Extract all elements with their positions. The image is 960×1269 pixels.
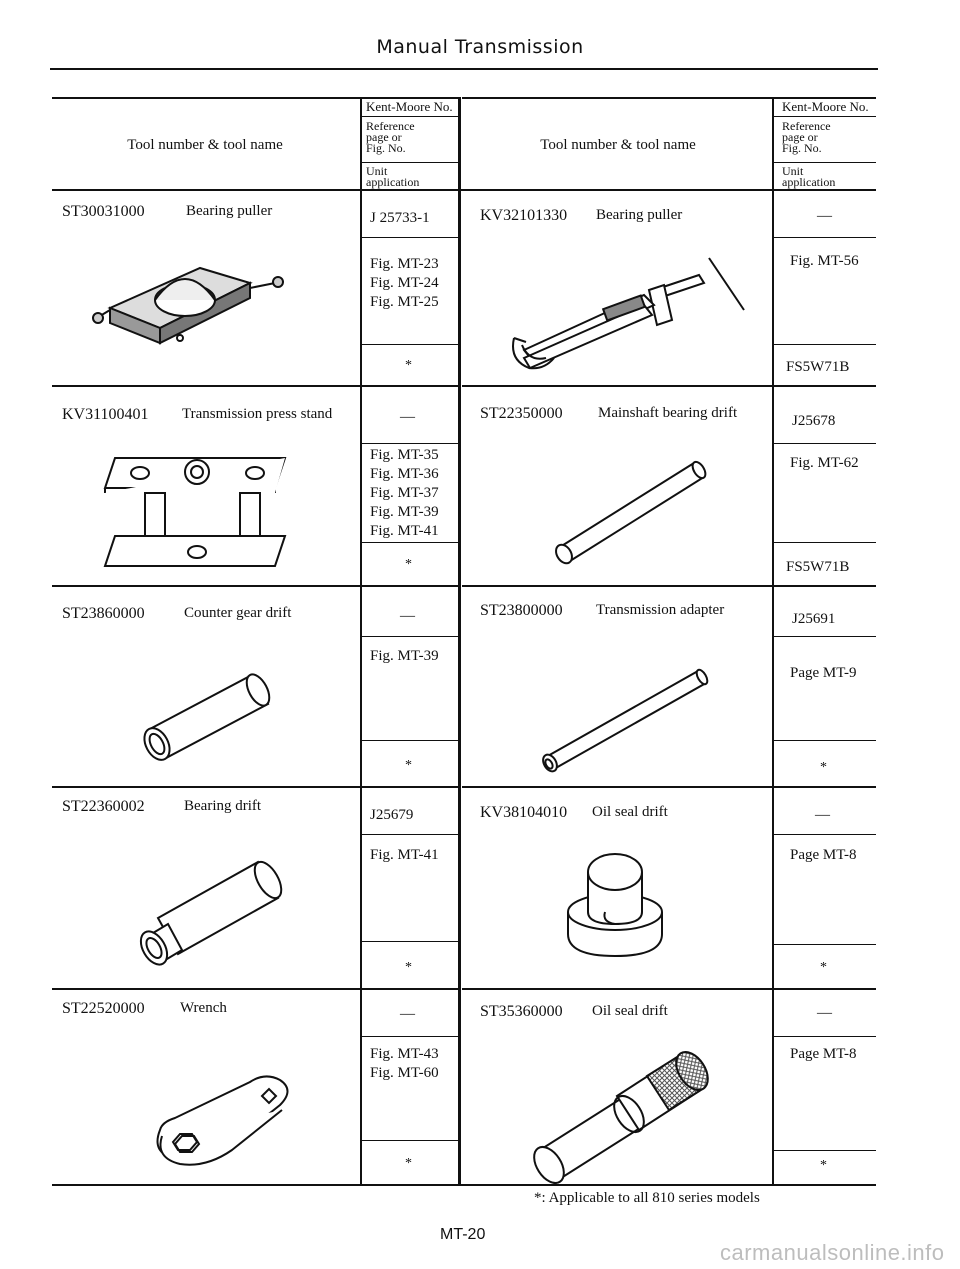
right-kent-column-divider bbox=[772, 97, 774, 1185]
ref-list bbox=[790, 454, 859, 473]
header-ref-line: Fig. No. bbox=[366, 141, 406, 155]
cell-rule bbox=[774, 834, 876, 835]
tool-name: Wrench bbox=[180, 1000, 227, 1016]
ref-list bbox=[790, 252, 859, 271]
header-ref-line: Reference bbox=[366, 119, 415, 133]
header-unit-line: application bbox=[366, 175, 420, 189]
header-unit-right bbox=[782, 166, 835, 188]
ref-item: Page MT-8 bbox=[790, 847, 857, 863]
mainshaft-drift-icon bbox=[552, 455, 712, 565]
ref-item: Fig. MT-60 bbox=[370, 1065, 439, 1081]
header-ref-right bbox=[782, 121, 831, 154]
cell-rule bbox=[774, 944, 876, 945]
cell-rule bbox=[362, 941, 458, 942]
bearing-drift-icon bbox=[138, 858, 288, 973]
tool-number: ST35360000 bbox=[480, 1003, 563, 1020]
header-ref-line: Reference bbox=[782, 119, 831, 133]
kent-moore-no: J25691 bbox=[792, 611, 836, 627]
tool-name: Transmission press stand bbox=[182, 406, 333, 422]
bearing-puller-screw-icon bbox=[504, 250, 744, 372]
tool-name: Mainshaft bearing drift bbox=[598, 405, 738, 421]
ref-item: Fig. MT-23 bbox=[370, 256, 439, 272]
row-separator bbox=[52, 385, 460, 387]
cell-rule bbox=[774, 636, 876, 637]
unit-application: * bbox=[405, 557, 412, 572]
row-separator bbox=[462, 385, 876, 387]
page-number: MT-20 bbox=[440, 1226, 486, 1243]
center-divider bbox=[458, 97, 461, 1185]
header-tool-right: Tool number & tool name bbox=[540, 137, 696, 153]
tool-number: ST22520000 bbox=[62, 1000, 145, 1017]
ref-item: Fig. MT-43 bbox=[370, 1046, 439, 1062]
cell-rule bbox=[774, 237, 876, 238]
ref-item: Fig. MT-36 bbox=[370, 466, 439, 482]
row-separator bbox=[462, 988, 876, 990]
ref-item: Fig. MT-41 bbox=[370, 523, 439, 539]
header-rule bbox=[774, 162, 876, 163]
header-ref-line: page or bbox=[782, 130, 818, 144]
kent-moore-no: J25679 bbox=[370, 807, 414, 823]
cell-rule bbox=[362, 636, 458, 637]
left-kent-column-divider bbox=[360, 97, 362, 1185]
header-kent-right: Kent-Moore No. bbox=[782, 99, 869, 114]
ref-list bbox=[370, 446, 439, 541]
tool-name: Bearing puller bbox=[186, 203, 273, 219]
ref-item: Fig. MT-24 bbox=[370, 275, 439, 291]
unit-application: * bbox=[405, 1156, 412, 1171]
title-rule bbox=[50, 68, 878, 70]
tool-number: ST30031000 bbox=[62, 203, 145, 220]
tool-number: ST23860000 bbox=[62, 605, 145, 622]
tool-name: Oil seal drift bbox=[592, 1003, 668, 1019]
cell-rule bbox=[362, 344, 458, 345]
press-stand-icon bbox=[100, 448, 300, 573]
wrench-icon bbox=[140, 1060, 300, 1175]
ref-list bbox=[790, 1045, 857, 1064]
kent-moore-no: J25678 bbox=[792, 413, 836, 429]
row-separator bbox=[462, 786, 876, 788]
kent-moore-no: — bbox=[817, 208, 832, 224]
ref-list bbox=[370, 255, 439, 312]
header-unit-line: application bbox=[782, 175, 836, 189]
kent-moore-no: J 25733-1 bbox=[370, 210, 430, 226]
unit-application: * bbox=[405, 358, 412, 373]
tool-number: ST22350000 bbox=[480, 405, 563, 422]
unit-application: * bbox=[820, 1158, 827, 1173]
ref-item: Fig. MT-56 bbox=[790, 253, 859, 269]
ref-item: Page MT-9 bbox=[790, 665, 857, 681]
row-separator bbox=[52, 786, 460, 788]
tool-name: Transmission adapter bbox=[596, 602, 725, 618]
cell-rule bbox=[362, 443, 458, 444]
cell-rule bbox=[774, 344, 876, 345]
ref-item: Fig. MT-35 bbox=[370, 447, 439, 463]
row-separator bbox=[462, 585, 876, 587]
tool-name: Oil seal drift bbox=[592, 804, 668, 820]
table-bottom-rule bbox=[52, 1184, 876, 1186]
ref-item: Fig. MT-41 bbox=[370, 847, 439, 863]
tool-number: ST22360002 bbox=[62, 798, 145, 815]
kent-moore-no: — bbox=[400, 409, 415, 425]
oil-seal-drift-knurled-icon bbox=[532, 1038, 722, 1178]
ref-item: Fig. MT-39 bbox=[370, 504, 439, 520]
ref-list bbox=[370, 647, 439, 666]
tool-name: Counter gear drift bbox=[184, 605, 292, 621]
watermark: carmanualsonline.info bbox=[720, 1240, 945, 1265]
cell-rule bbox=[774, 443, 876, 444]
header-unit-line: Unit bbox=[782, 164, 804, 178]
unit-application: * bbox=[405, 960, 412, 975]
transmission-adapter-icon bbox=[540, 663, 715, 775]
tool-name: Bearing drift bbox=[184, 798, 262, 814]
ref-list bbox=[370, 1045, 439, 1083]
ref-item: Page MT-8 bbox=[790, 1046, 857, 1062]
cell-rule bbox=[362, 740, 458, 741]
tool-number: KV31100401 bbox=[62, 406, 149, 423]
header-unit-line: Unit bbox=[366, 164, 388, 178]
counter-gear-drift-icon bbox=[140, 668, 280, 768]
cell-rule bbox=[362, 542, 458, 543]
cell-rule bbox=[774, 740, 876, 741]
cell-rule bbox=[362, 1140, 458, 1141]
bearing-puller-icon bbox=[100, 238, 290, 358]
ref-list bbox=[790, 664, 857, 683]
ref-list bbox=[370, 846, 439, 865]
header-unit-left bbox=[366, 166, 419, 188]
ref-item: Fig. MT-39 bbox=[370, 648, 439, 664]
unit-application: FS5W71B bbox=[786, 359, 850, 375]
cell-rule bbox=[774, 1036, 876, 1037]
ref-item: Fig. MT-62 bbox=[790, 455, 859, 471]
header-rule bbox=[362, 162, 458, 163]
cell-rule bbox=[362, 1036, 458, 1037]
kent-moore-no: — bbox=[815, 807, 830, 823]
unit-application: * bbox=[820, 760, 827, 775]
kent-moore-no: — bbox=[400, 1006, 415, 1022]
tool-number: KV32101330 bbox=[480, 207, 568, 224]
header-kent-left: Kent-Moore No. bbox=[366, 99, 453, 114]
row-separator bbox=[52, 585, 460, 587]
cell-rule bbox=[362, 237, 458, 238]
header-bottom-rule bbox=[52, 189, 876, 191]
ref-item: Fig. MT-25 bbox=[370, 294, 439, 310]
oil-seal-drift-icon bbox=[560, 842, 670, 960]
kent-moore-no: — bbox=[817, 1005, 832, 1021]
kent-moore-no: — bbox=[400, 608, 415, 624]
footnote: *: Applicable to all 810 series models bbox=[534, 1190, 760, 1206]
cell-rule bbox=[362, 834, 458, 835]
header-rule bbox=[362, 116, 458, 117]
ref-item: Fig. MT-37 bbox=[370, 485, 439, 501]
header-ref-line: Fig. No. bbox=[782, 141, 822, 155]
unit-application: * bbox=[405, 758, 412, 773]
unit-application: * bbox=[820, 960, 827, 975]
header-ref-left bbox=[366, 121, 415, 154]
page-title: Manual Transmission bbox=[376, 36, 584, 58]
header-ref-line: page or bbox=[366, 130, 402, 144]
header-tool-left: Tool number & tool name bbox=[127, 137, 283, 153]
tool-name: Bearing puller bbox=[596, 207, 683, 223]
tool-number: ST23800000 bbox=[480, 602, 563, 619]
cell-rule bbox=[774, 1150, 876, 1151]
cell-rule bbox=[774, 542, 876, 543]
header-rule bbox=[774, 116, 876, 117]
tool-number: KV38104010 bbox=[480, 804, 568, 821]
unit-application: FS5W71B bbox=[786, 559, 850, 575]
row-separator bbox=[52, 988, 460, 990]
ref-list bbox=[790, 846, 857, 865]
